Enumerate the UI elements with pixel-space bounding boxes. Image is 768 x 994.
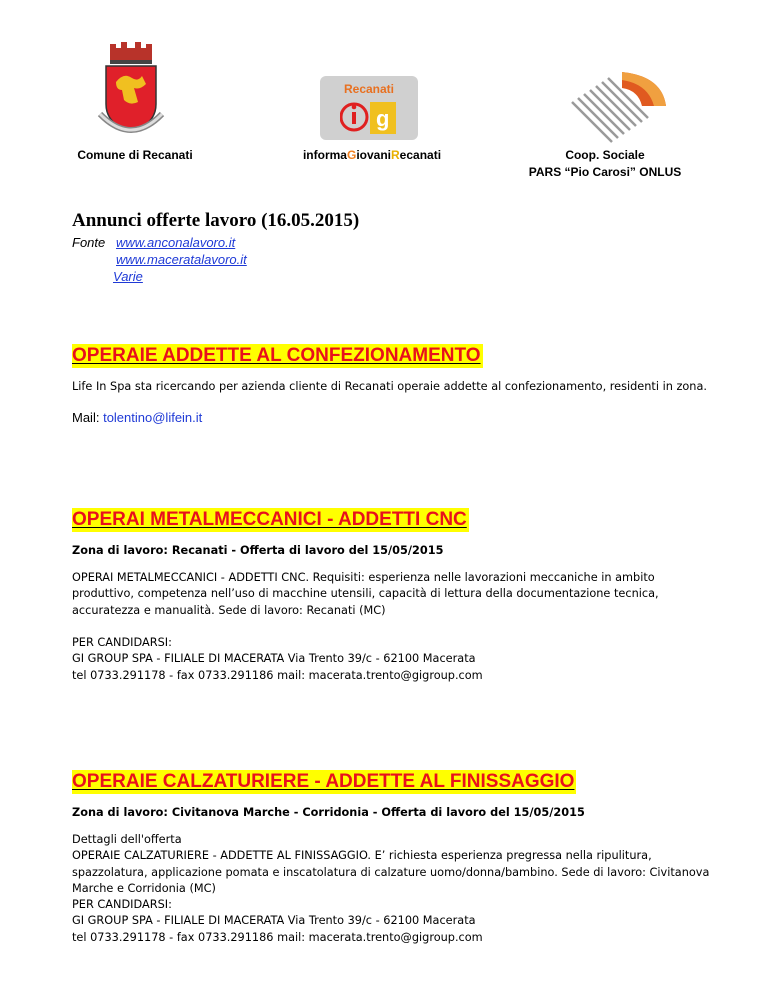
pars-caption-line1: Coop. Sociale xyxy=(565,148,645,162)
section-body-metalmeccanici: OPERAI METALMECCANICI - ADDETTI CNC. Requisiti: esperienza nelle lavorazioni meccaniche in ambito produttivo, competenza nell’uso di macchine utensili, capacità di lettura della documentazione tecnica, accuratezza e manualità. Sede di lavoro: Recanati (MC) xyxy=(72,571,659,617)
source-link-anconalavoro[interactable]: www.anconalavoro.it xyxy=(116,235,236,250)
pars-caption-line2: PARS “Pio Carosi” ONLUS xyxy=(528,165,682,179)
contact-line-2: GI GROUP SPA - FILIALE DI MACERATA Via Trento 39/c - 62100 Macerata xyxy=(72,914,476,928)
section-body-calzaturiere xyxy=(72,832,712,946)
source-link-varie[interactable]: Varie xyxy=(113,269,143,284)
contact-line-1: PER CANDIDARSI: xyxy=(72,636,172,649)
informagiovani-logo xyxy=(320,76,418,140)
mail-label: Mail: xyxy=(72,410,100,425)
contact-line-3: tel 0733.291178 - fax 0733.291186 mail: macerata.trento@gigroup.com xyxy=(72,930,483,944)
contact-line-2: GI GROUP SPA - FILIALE DI MACERATA Via Trento 39/c - 62100 Macerata xyxy=(72,652,476,666)
section-heading-confezionamento: OPERAIE ADDETTE AL CONFEZIONAMENTO xyxy=(72,345,481,366)
informagiovani-caption: informaGiovaniRecanati xyxy=(302,148,442,162)
zona-calzaturiere: Zona di lavoro: Civitanova Marche - Corridonia - Offerta di lavoro del 15/05/2015 xyxy=(72,806,585,819)
mail-link[interactable]: tolentino@lifein.it xyxy=(103,410,203,425)
mail-line xyxy=(72,410,202,425)
recanati-coat-of-arms-logo xyxy=(96,42,166,142)
zona-metalmeccanici: Zona di lavoro: Recanati - Offerta di lavoro del 15/05/2015 xyxy=(72,544,444,557)
contact-line-3: tel 0733.291178 - fax 0733.291186 mail: macerata.trento@gigroup.com xyxy=(72,668,483,682)
svg-text:g: g xyxy=(376,106,390,131)
pars-caption xyxy=(510,147,700,181)
section-heading-metalmeccanici: OPERAI METALMECCANICI - ADDETTI CNC xyxy=(72,509,467,530)
pars-logo xyxy=(562,66,674,146)
source-link-maceratalavoro[interactable]: www.maceratalavoro.it xyxy=(116,252,247,267)
section-heading-calzaturiere: OPERAIE CALZATURIERE - ADDETTE AL FINISSAGGIO xyxy=(72,771,575,792)
comune-caption: Comune di Recanati xyxy=(77,148,193,162)
section-body-confezionamento: Life In Spa sta ricercando per azienda cliente di Recanati operaie addette al confezionamento, residenti in zona. xyxy=(72,380,707,393)
page-title: Annunci offerte lavoro (16.05.2015) xyxy=(72,210,360,231)
contact-line-1: PER CANDIDARSI: xyxy=(72,898,172,912)
details-label: Dettagli dell'offerta xyxy=(72,833,182,846)
sources-label: Fonte xyxy=(72,235,106,250)
details-text: OPERAIE CALZATURIERE - ADDETTE AL FINISSAGGIO. E’ richiesta esperienza pregressa nella ripulitura, spazzolatura, applicazione pomata e inscatolatura di calzature uomo/donna/bambino. Sede di lavoro: Civitanova Marche e Corridonia (MC) xyxy=(72,849,710,895)
contact-block-metalmeccanici xyxy=(72,635,712,684)
logo-text: Recanati xyxy=(343,82,395,96)
